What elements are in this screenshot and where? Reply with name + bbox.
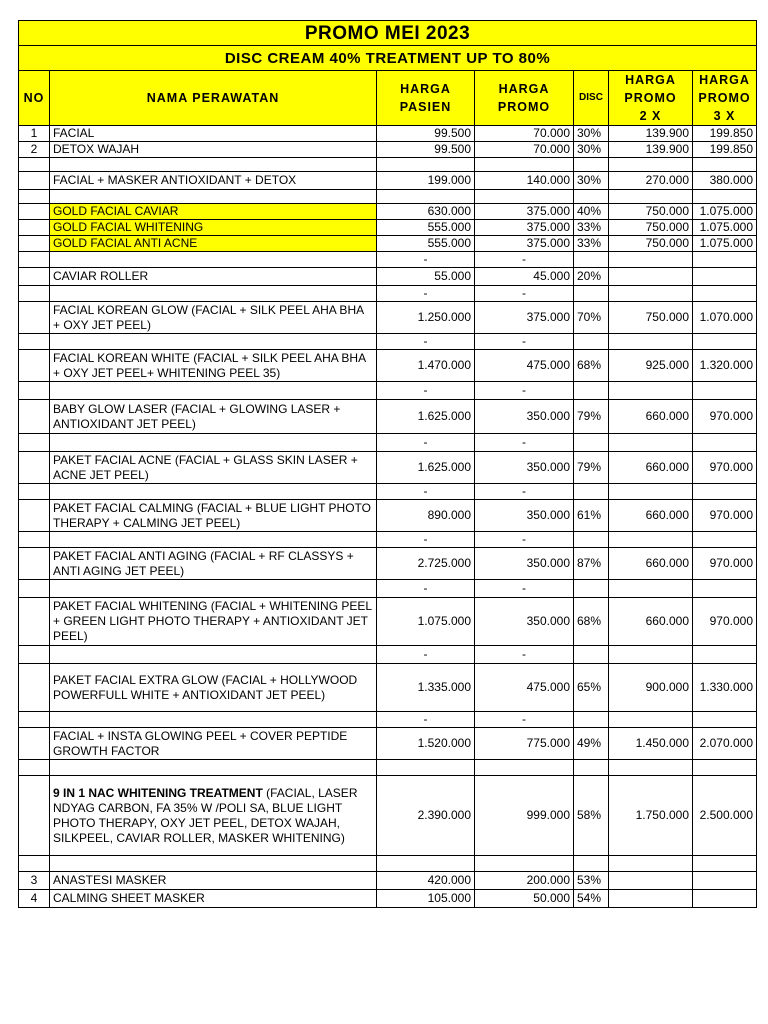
header-promo-2x-line3: 2 X — [639, 109, 662, 123]
table-row-dash — [19, 646, 757, 664]
cell-no — [19, 400, 50, 434]
cell-harga-pasien: - — [377, 382, 475, 400]
cell-harga-pasien: 55.000 — [377, 268, 475, 286]
cell-harga-promo-3x — [693, 856, 757, 872]
cell-harga-promo: 350.000 — [475, 452, 574, 484]
cell-harga-promo-3x: 2.070.000 — [693, 728, 757, 760]
cell-no — [19, 220, 50, 236]
cell-harga-promo-2x — [609, 646, 693, 664]
table-row-dash — [19, 382, 757, 400]
table-row-dash — [19, 712, 757, 728]
cell-disc — [574, 484, 609, 500]
cell-harga-pasien: - — [377, 434, 475, 452]
cell-harga-pasien: 1.335.000 — [377, 664, 475, 712]
cell-harga-promo: - — [475, 646, 574, 664]
cell-harga-promo-2x: 660.000 — [609, 500, 693, 532]
cell-disc — [574, 334, 609, 350]
cell-nama-perawatan: FACIAL — [50, 126, 377, 142]
cell-disc: 30% — [574, 126, 609, 142]
cell-no: 3 — [19, 872, 50, 890]
cell-harga-pasien: 890.000 — [377, 500, 475, 532]
cell-harga-promo-3x — [693, 190, 757, 204]
header-harga-promo — [475, 71, 574, 126]
cell-nama-perawatan: DETOX WAJAH — [50, 142, 377, 158]
cell-no — [19, 500, 50, 532]
cell-harga-promo-3x — [693, 382, 757, 400]
cell-nama-perawatan: CAVIAR ROLLER — [50, 268, 377, 286]
cell-harga-promo: 140.000 — [475, 172, 574, 190]
header-disc: DISC — [574, 71, 609, 126]
cell-no — [19, 286, 50, 302]
cell-no — [19, 532, 50, 548]
cell-harga-pasien: 1.470.000 — [377, 350, 475, 382]
cell-no — [19, 302, 50, 334]
table-row — [19, 872, 757, 890]
table-row-dash — [19, 434, 757, 452]
cell-harga-promo-2x: 270.000 — [609, 172, 693, 190]
cell-nama-perawatan — [50, 382, 377, 400]
cell-nama-perawatan — [50, 776, 377, 856]
cell-harga-pasien: - — [377, 712, 475, 728]
cell-harga-promo-2x — [609, 532, 693, 548]
cell-disc: 30% — [574, 172, 609, 190]
table-row — [19, 268, 757, 286]
cell-harga-promo: 70.000 — [475, 126, 574, 142]
cell-nama-perawatan: FACIAL KOREAN WHITE (FACIAL + SILK PEEL AHA BHA + OXY JET PEEL+ WHITENING PEEL 35) — [50, 350, 377, 382]
header-promo-3x-line2: PROMO — [698, 91, 751, 105]
cell-harga-pasien: 420.000 — [377, 872, 475, 890]
cell-harga-promo: - — [475, 382, 574, 400]
table-row — [19, 204, 757, 220]
cell-harga-promo-2x: 660.000 — [609, 452, 693, 484]
cell-harga-pasien: 99.500 — [377, 126, 475, 142]
cell-harga-promo-3x — [693, 760, 757, 776]
cell-no — [19, 452, 50, 484]
header-harga-pasien-line1: HARGA — [400, 82, 451, 96]
cell-harga-pasien — [377, 760, 475, 776]
cell-harga-pasien: 630.000 — [377, 204, 475, 220]
cell-disc: 79% — [574, 400, 609, 434]
header-nama-perawatan: NAMA PERAWATAN — [50, 71, 377, 126]
cell-nama-perawatan: PAKET FACIAL WHITENING (FACIAL + WHITENING PEEL + GREEN LIGHT PHOTO THERAPY + ANTIOXIDANT JET PEEL) — [50, 598, 377, 646]
cell-harga-promo: 350.000 — [475, 500, 574, 532]
cell-disc — [574, 382, 609, 400]
cell-harga-promo-3x — [693, 890, 757, 908]
cell-no — [19, 776, 50, 856]
cell-harga-promo-3x: 970.000 — [693, 452, 757, 484]
cell-nama-perawatan: PAKET FACIAL EXTRA GLOW (FACIAL + HOLLYWOOD POWERFULL WHITE + ANTIOXIDANT JET PEEL) — [50, 664, 377, 712]
cell-disc: 79% — [574, 452, 609, 484]
cell-nama-perawatan: PAKET FACIAL ANTI AGING (FACIAL + RF CLASSYS + ANTI AGING JET PEEL) — [50, 548, 377, 580]
cell-no — [19, 158, 50, 172]
cell-nama-perawatan — [50, 760, 377, 776]
cell-harga-promo — [475, 190, 574, 204]
cell-harga-promo-2x — [609, 382, 693, 400]
cell-harga-promo: - — [475, 712, 574, 728]
table-row — [19, 126, 757, 142]
cell-nama-perawatan — [50, 484, 377, 500]
cell-harga-promo-2x — [609, 158, 693, 172]
cell-no — [19, 856, 50, 872]
table-row-dash — [19, 580, 757, 598]
cell-harga-promo-2x: 139.900 — [609, 126, 693, 142]
cell-harga-pasien — [377, 158, 475, 172]
cell-nama-perawatan — [50, 580, 377, 598]
cell-no — [19, 760, 50, 776]
table-row-blank — [19, 190, 757, 204]
cell-nama-perawatan: GOLD FACIAL WHITENING — [50, 220, 377, 236]
cell-nama-perawatan: FACIAL + MASKER ANTIOXIDANT + DETOX — [50, 172, 377, 190]
cell-disc: 54% — [574, 890, 609, 908]
table-row — [19, 890, 757, 908]
header-harga-promo-2x — [609, 71, 693, 126]
cell-no — [19, 204, 50, 220]
cell-harga-pasien: - — [377, 286, 475, 302]
cell-nama-perawatan — [50, 252, 377, 268]
cell-harga-promo-2x — [609, 484, 693, 500]
cell-nama-perawatan — [50, 158, 377, 172]
cell-disc: 49% — [574, 728, 609, 760]
cell-harga-promo-3x: 1.330.000 — [693, 664, 757, 712]
cell-harga-promo: - — [475, 484, 574, 500]
treatment-name-bold: 9 IN 1 NAC WHITENING TREATMENT — [53, 785, 263, 800]
cell-harga-pasien: 1.520.000 — [377, 728, 475, 760]
header-harga-promo-line1: HARGA — [498, 82, 550, 96]
cell-harga-pasien: - — [377, 580, 475, 598]
cell-harga-promo-2x — [609, 856, 693, 872]
cell-harga-promo-2x: 750.000 — [609, 220, 693, 236]
table-row — [19, 452, 757, 484]
cell-harga-promo: 375.000 — [475, 236, 574, 252]
cell-harga-promo: - — [475, 532, 574, 548]
cell-disc: 87% — [574, 548, 609, 580]
cell-no — [19, 434, 50, 452]
treatment-description: (FACIAL, LASER NDYAG CARBON, FA 35% W /POLI SA, BLUE LIGHT PHOTO THERAPY, OXY JET PEEL, DETOX WAJAH, SILKPEEL, CAVIAR ROLLER, MASKER WHITENING) — [53, 785, 358, 845]
cell-harga-promo: 200.000 — [475, 872, 574, 890]
table-row — [19, 400, 757, 434]
cell-nama-perawatan: FACIAL KOREAN GLOW (FACIAL + SILK PEEL AHA BHA + OXY JET PEEL) — [50, 302, 377, 334]
cell-disc — [574, 580, 609, 598]
cell-harga-pasien: 199.000 — [377, 172, 475, 190]
cell-harga-pasien: - — [377, 646, 475, 664]
cell-disc: 30% — [574, 142, 609, 158]
cell-harga-promo: 775.000 — [475, 728, 574, 760]
cell-harga-promo-2x: 139.900 — [609, 142, 693, 158]
cell-no — [19, 712, 50, 728]
cell-disc: 68% — [574, 350, 609, 382]
cell-harga-promo-3x: 199.850 — [693, 126, 757, 142]
cell-disc — [574, 286, 609, 302]
cell-harga-promo-2x — [609, 268, 693, 286]
cell-harga-promo-3x: 1.075.000 — [693, 236, 757, 252]
cell-no — [19, 728, 50, 760]
cell-disc — [574, 760, 609, 776]
table-row — [19, 302, 757, 334]
cell-disc: 68% — [574, 598, 609, 646]
table-row-dash — [19, 252, 757, 268]
cell-harga-promo-2x: 1.750.000 — [609, 776, 693, 856]
cell-no — [19, 484, 50, 500]
cell-harga-promo-2x: 660.000 — [609, 400, 693, 434]
cell-harga-promo: - — [475, 252, 574, 268]
cell-harga-promo-2x: 660.000 — [609, 598, 693, 646]
cell-nama-perawatan: CALMING SHEET MASKER — [50, 890, 377, 908]
cell-harga-promo: - — [475, 334, 574, 350]
cell-disc: 53% — [574, 872, 609, 890]
cell-harga-promo-2x — [609, 712, 693, 728]
cell-harga-promo-3x: 970.000 — [693, 500, 757, 532]
cell-disc — [574, 712, 609, 728]
cell-harga-promo-3x: 199.850 — [693, 142, 757, 158]
cell-nama-perawatan — [50, 434, 377, 452]
cell-nama-perawatan: GOLD FACIAL ANTI ACNE — [50, 236, 377, 252]
table-row — [19, 728, 757, 760]
header-harga-pasien — [377, 71, 475, 126]
cell-nama-perawatan — [50, 646, 377, 664]
cell-harga-promo: 70.000 — [475, 142, 574, 158]
cell-nama-perawatan — [50, 532, 377, 548]
table-row — [19, 350, 757, 382]
cell-harga-promo-3x: 2.500.000 — [693, 776, 757, 856]
cell-harga-promo-3x: 380.000 — [693, 172, 757, 190]
header-promo-3x-line1: HARGA — [699, 73, 750, 87]
cell-harga-promo — [475, 760, 574, 776]
cell-nama-perawatan — [50, 190, 377, 204]
cell-disc — [574, 646, 609, 664]
cell-nama-perawatan — [50, 712, 377, 728]
cell-harga-promo-2x — [609, 890, 693, 908]
cell-nama-perawatan: ANASTESI MASKER — [50, 872, 377, 890]
cell-harga-promo: 375.000 — [475, 220, 574, 236]
page-title: PROMO MEI 2023 — [19, 21, 757, 46]
cell-disc — [574, 434, 609, 452]
cell-harga-pasien: 555.000 — [377, 220, 475, 236]
cell-harga-promo — [475, 158, 574, 172]
cell-no — [19, 252, 50, 268]
cell-harga-promo-2x: 750.000 — [609, 204, 693, 220]
table-row — [19, 664, 757, 712]
cell-harga-promo-2x: 1.450.000 — [609, 728, 693, 760]
cell-harga-promo: 50.000 — [475, 890, 574, 908]
cell-no — [19, 548, 50, 580]
promo-price-table — [18, 20, 757, 908]
cell-harga-promo-2x — [609, 252, 693, 268]
cell-harga-promo: 350.000 — [475, 598, 574, 646]
cell-no — [19, 382, 50, 400]
header-harga-promo-line2: PROMO — [497, 100, 551, 114]
cell-harga-pasien: - — [377, 252, 475, 268]
cell-harga-pasien — [377, 190, 475, 204]
cell-harga-pasien: 2.390.000 — [377, 776, 475, 856]
table-row — [19, 500, 757, 532]
table-row-blank — [19, 856, 757, 872]
cell-disc — [574, 252, 609, 268]
cell-harga-pasien: 2.725.000 — [377, 548, 475, 580]
cell-nama-perawatan: BABY GLOW LASER (FACIAL + GLOWING LASER + ANTIOXIDANT JET PEEL) — [50, 400, 377, 434]
cell-harga-promo-3x — [693, 712, 757, 728]
cell-harga-promo-3x — [693, 268, 757, 286]
cell-harga-promo: - — [475, 434, 574, 452]
cell-harga-promo-2x — [609, 760, 693, 776]
cell-harga-promo: 45.000 — [475, 268, 574, 286]
cell-disc: 70% — [574, 302, 609, 334]
cell-harga-promo: 375.000 — [475, 302, 574, 334]
cell-disc: 33% — [574, 220, 609, 236]
header-harga-promo-3x — [693, 71, 757, 126]
table-row — [19, 172, 757, 190]
cell-harga-promo-3x — [693, 252, 757, 268]
cell-disc: 20% — [574, 268, 609, 286]
cell-no: 2 — [19, 142, 50, 158]
header-promo-2x-line1: HARGA — [625, 73, 676, 87]
cell-no: 4 — [19, 890, 50, 908]
cell-harga-promo-3x: 970.000 — [693, 548, 757, 580]
cell-harga-promo: - — [475, 286, 574, 302]
header-promo-2x-line2: PROMO — [624, 91, 677, 105]
cell-harga-promo: 999.000 — [475, 776, 574, 856]
table-row-dash — [19, 286, 757, 302]
cell-harga-promo-3x — [693, 532, 757, 548]
cell-harga-pasien: 1.625.000 — [377, 400, 475, 434]
page-subtitle: DISC CREAM 40% TREATMENT UP TO 80% — [19, 46, 757, 71]
cell-harga-pasien: - — [377, 334, 475, 350]
cell-no — [19, 268, 50, 286]
cell-harga-promo-2x: 900.000 — [609, 664, 693, 712]
cell-harga-promo-3x: 970.000 — [693, 598, 757, 646]
cell-harga-pasien: 1.075.000 — [377, 598, 475, 646]
cell-harga-promo-2x — [609, 580, 693, 598]
cell-no — [19, 664, 50, 712]
cell-no — [19, 172, 50, 190]
cell-harga-promo-3x — [693, 434, 757, 452]
cell-no — [19, 236, 50, 252]
cell-harga-pasien: - — [377, 532, 475, 548]
cell-nama-perawatan — [50, 856, 377, 872]
cell-harga-promo-3x — [693, 158, 757, 172]
cell-harga-promo: 475.000 — [475, 350, 574, 382]
cell-harga-promo-3x — [693, 872, 757, 890]
cell-nama-perawatan: PAKET FACIAL ACNE (FACIAL + GLASS SKIN LASER + ACNE JET PEEL) — [50, 452, 377, 484]
header-harga-pasien-line2: PASIEN — [399, 100, 452, 114]
cell-harga-promo-3x: 1.320.000 — [693, 350, 757, 382]
cell-disc: 65% — [574, 664, 609, 712]
cell-harga-promo: 350.000 — [475, 548, 574, 580]
cell-harga-promo-2x: 925.000 — [609, 350, 693, 382]
cell-harga-promo-3x: 1.070.000 — [693, 302, 757, 334]
cell-disc: 33% — [574, 236, 609, 252]
cell-no — [19, 580, 50, 598]
cell-harga-promo-2x — [609, 434, 693, 452]
cell-nama-perawatan — [50, 334, 377, 350]
cell-harga-promo-3x — [693, 484, 757, 500]
cell-nama-perawatan — [50, 286, 377, 302]
cell-no — [19, 598, 50, 646]
cell-harga-promo-3x — [693, 334, 757, 350]
cell-nama-perawatan: FACIAL + INSTA GLOWING PEEL + COVER PEPTIDE GROWTH FACTOR — [50, 728, 377, 760]
cell-harga-promo: - — [475, 580, 574, 598]
cell-no: 1 — [19, 126, 50, 142]
cell-harga-promo-2x — [609, 334, 693, 350]
cell-harga-promo-2x: 660.000 — [609, 548, 693, 580]
cell-harga-promo-3x: 1.075.000 — [693, 220, 757, 236]
cell-disc — [574, 158, 609, 172]
cell-harga-promo-3x — [693, 580, 757, 598]
cell-disc — [574, 856, 609, 872]
cell-disc: 61% — [574, 500, 609, 532]
cell-harga-promo-3x — [693, 646, 757, 664]
cell-harga-pasien: 555.000 — [377, 236, 475, 252]
cell-harga-pasien: 1.250.000 — [377, 302, 475, 334]
cell-disc: 40% — [574, 204, 609, 220]
cell-disc — [574, 532, 609, 548]
header-promo-3x-line3: 3 X — [713, 109, 736, 123]
cell-harga-promo-3x: 970.000 — [693, 400, 757, 434]
table-row — [19, 236, 757, 252]
cell-harga-promo-2x — [609, 190, 693, 204]
table-row-blank — [19, 760, 757, 776]
cell-disc — [574, 190, 609, 204]
cell-nama-perawatan: PAKET FACIAL CALMING (FACIAL + BLUE LIGHT PHOTO THERAPY + CALMING JET PEEL) — [50, 500, 377, 532]
cell-harga-promo-3x — [693, 286, 757, 302]
cell-harga-pasien: 105.000 — [377, 890, 475, 908]
table-row-blank — [19, 158, 757, 172]
cell-nama-perawatan: GOLD FACIAL CAVIAR — [50, 204, 377, 220]
table-row — [19, 776, 757, 856]
cell-harga-promo — [475, 856, 574, 872]
cell-no — [19, 350, 50, 382]
table-row — [19, 142, 757, 158]
table-row-dash — [19, 484, 757, 500]
cell-harga-pasien: 1.625.000 — [377, 452, 475, 484]
table-row — [19, 548, 757, 580]
cell-harga-promo-2x — [609, 286, 693, 302]
cell-disc: 58% — [574, 776, 609, 856]
table-row — [19, 220, 757, 236]
cell-no — [19, 190, 50, 204]
cell-harga-promo: 375.000 — [475, 204, 574, 220]
table-row — [19, 598, 757, 646]
cell-harga-promo-2x: 750.000 — [609, 302, 693, 334]
cell-harga-promo-2x: 750.000 — [609, 236, 693, 252]
cell-harga-pasien: 99.500 — [377, 142, 475, 158]
cell-harga-promo-2x — [609, 872, 693, 890]
cell-no — [19, 646, 50, 664]
cell-harga-pasien — [377, 856, 475, 872]
table-row-dash — [19, 532, 757, 548]
cell-harga-promo-3x: 1.075.000 — [693, 204, 757, 220]
cell-no — [19, 334, 50, 350]
cell-harga-promo: 350.000 — [475, 400, 574, 434]
cell-harga-pasien: - — [377, 484, 475, 500]
table-row-dash — [19, 334, 757, 350]
cell-harga-promo: 475.000 — [475, 664, 574, 712]
header-no: NO — [19, 71, 50, 126]
